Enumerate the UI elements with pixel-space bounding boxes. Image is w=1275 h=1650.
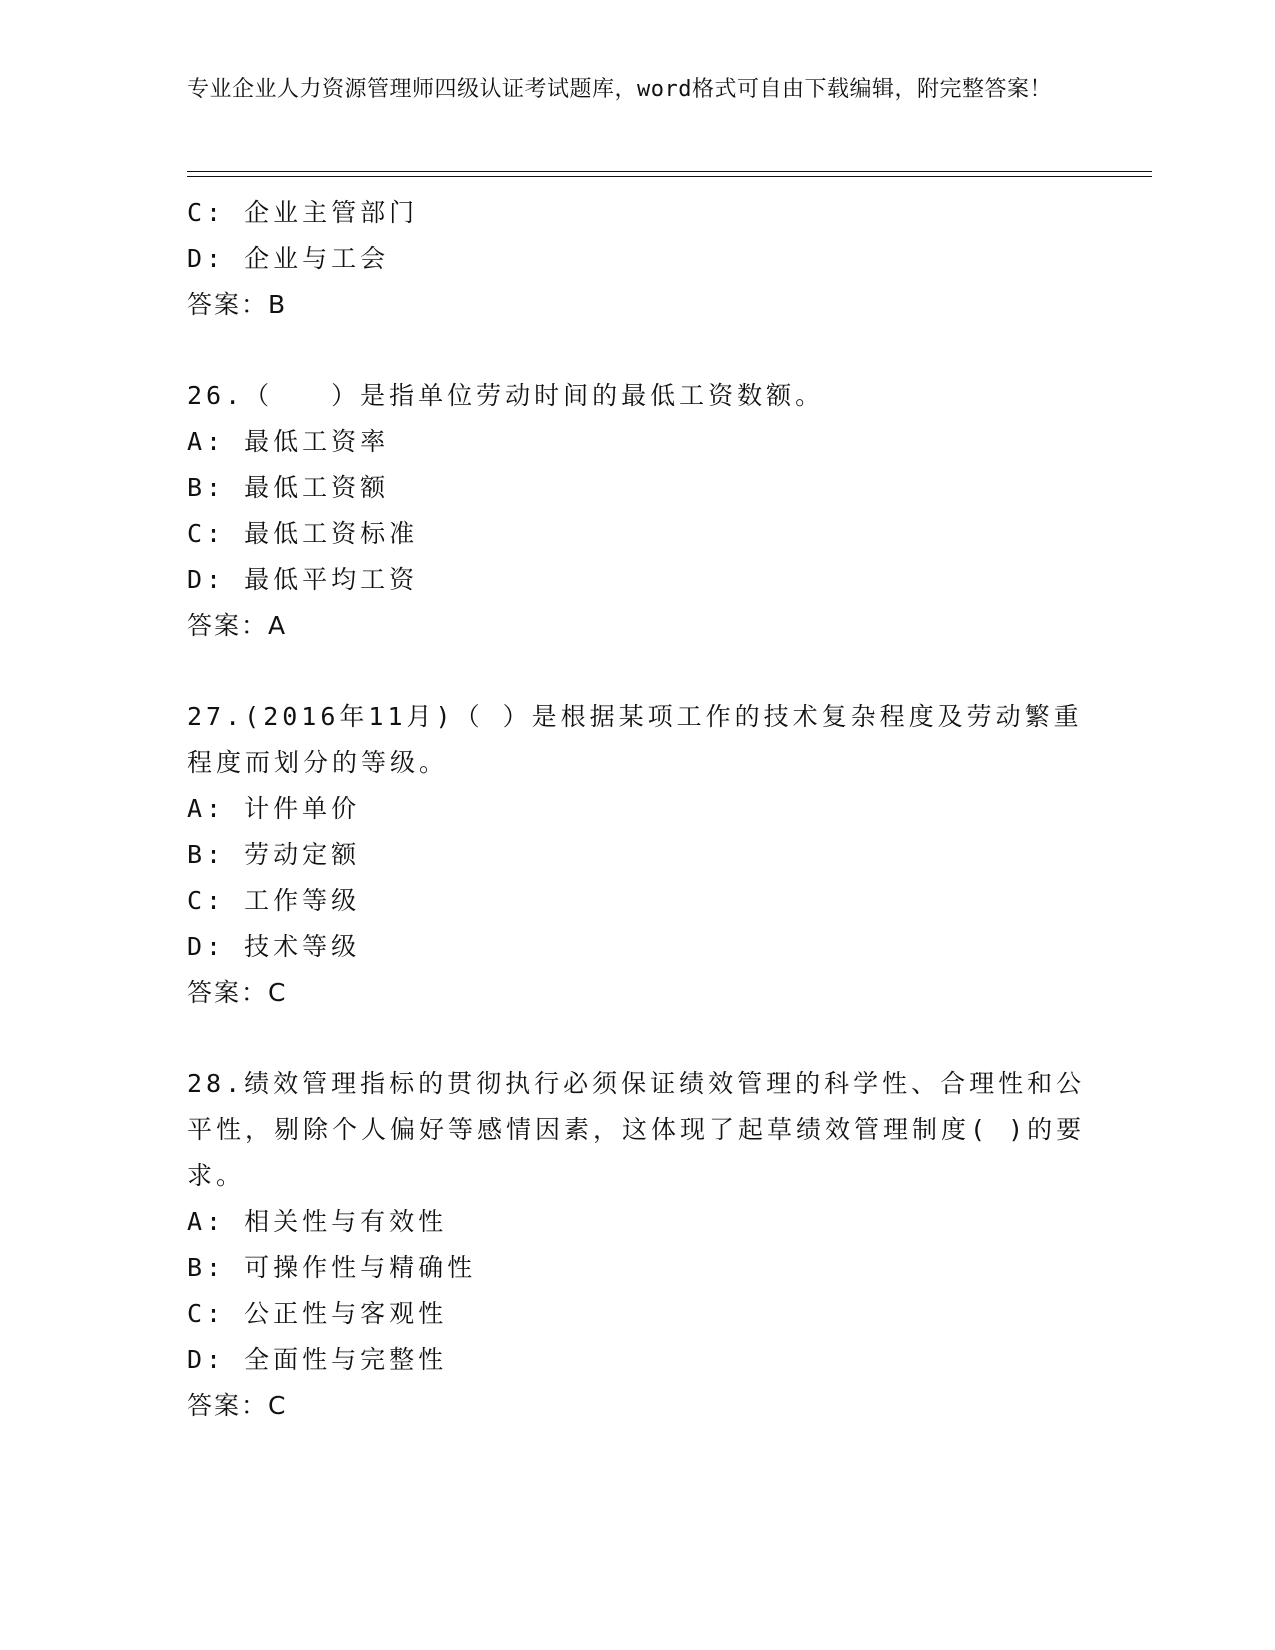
- answer: 答案：C: [187, 1391, 288, 1420]
- question-stem: 28.绩效管理指标的贯彻执行必须保证绩效管理的科学性、合理性和公平性，剔除个人偏好等感情因素，这体现了起草绩效管理制度( )的要求。: [187, 1069, 1086, 1190]
- header-rule-top: [187, 171, 1152, 172]
- option-d: D: 技术等级: [187, 932, 361, 961]
- question-stem: 27.(2016年11月)（ ）是根据某项工作的技术复杂程度及劳动繁重程度而划分的等级。: [187, 702, 1083, 777]
- answer: 答案：B: [187, 290, 288, 319]
- option-d: D: 最低平均工资: [187, 565, 419, 594]
- option-b: B: 劳动定额: [187, 840, 361, 869]
- question-27: [187, 694, 1087, 1016]
- option-c: C: 工作等级: [187, 886, 361, 915]
- question-continued: [187, 190, 1087, 328]
- header-rule-bottom: [187, 176, 1152, 177]
- option-d: D: 企业与工会: [187, 244, 390, 273]
- question-28: [187, 1061, 1087, 1429]
- question-list: [187, 190, 1087, 1429]
- option-c: C: 公正性与客观性: [187, 1299, 448, 1328]
- document-header: 专业企业人力资源管理师四级认证考试题库，word格式可自由下载编辑，附完整答案！: [187, 77, 1052, 102]
- answer: 答案：A: [187, 611, 288, 640]
- option-a: A: 计件单价: [187, 794, 361, 823]
- option-c: C: 企业主管部门: [187, 198, 419, 227]
- option-c: C: 最低工资标准: [187, 519, 419, 548]
- option-a: A: 相关性与有效性: [187, 1207, 448, 1236]
- question-26: [187, 373, 1087, 649]
- answer: 答案：C: [187, 978, 288, 1007]
- option-b: B: 可操作性与精确性: [187, 1253, 477, 1282]
- option-a: A: 最低工资率: [187, 427, 390, 456]
- option-d: D: 全面性与完整性: [187, 1345, 448, 1374]
- question-stem: 26.（ ）是指单位劳动时间的最低工资数额。: [187, 381, 825, 410]
- option-b: B: 最低工资额: [187, 473, 390, 502]
